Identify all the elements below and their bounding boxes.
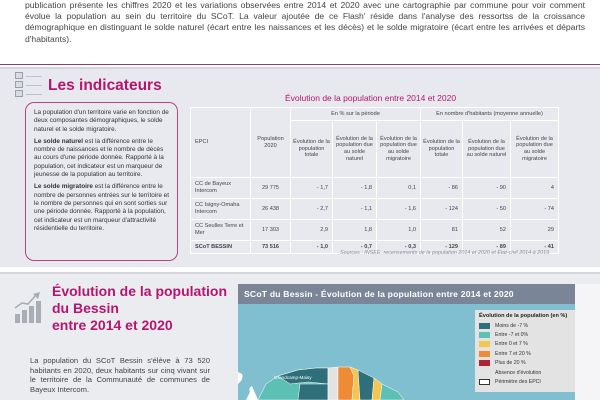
legend-label: Plus de 20 % [495,360,526,367]
table-row [191,178,559,199]
legend-swatch [479,351,490,357]
indicators-title: Les indicateurs [48,77,162,94]
evolution-title-line-3: entre 2014 et 2020 [52,317,173,333]
table-title: Évolution de la population entre 2014 et 2020 [285,93,457,103]
epci-name: CC de Bayeux Intercom [191,178,251,199]
growth-chart-icon [14,290,44,324]
header-pct-total: Évolution de la population totale [291,121,333,178]
legend-item [479,359,571,368]
abs-migration-value: - 74 [511,199,559,220]
legend-swatch [479,341,490,347]
population-value: 17 303 [251,220,291,241]
pct-migration-value: 0,1 [377,178,421,199]
migration-balance-text: est la différence entre le nombre de personnes entrées sur le territoire et le nombre de personnes qui en sont sorties sur une période donnée. Rapporté à la population, cet indicateur est un marqueur d'attractivité résidentielle du territoire. [34,183,169,232]
evolution-text: La population du SCoT Bessin s'élève à 73 520 habitants en 2020, deux habitants sur cinq vivant sur le territoire de la Communauté de communes de Bayeux Intercom. [30,356,210,394]
legend-label: Périmètre des EPCI [495,379,541,386]
definitions-box [25,102,178,261]
pct-total-value: - 2,7 [291,199,333,220]
intro-text: publication présente les chiffres 2020 et les variations observées entre 2014 et 2020 avec une cartographie par commune pour voir comment évolue la population au sein du territoire du SCoT. La valeur ajoutée de ce Flash' réside dans l'analyse des ressortss de la croissance démographique en distinguant le solde naturel (écart entre les naissances et les décès) et le solde migratoire (écart entre les arrivées et départs d'habitants). [25,0,585,44]
legend-label: Entre -7 et 0% [495,332,529,339]
header-abs-migration: Évolution de la population due au solde migratoire [511,121,559,178]
pct-migration-value: 1,0 [377,220,421,241]
header-epci: EPCI [191,108,251,178]
migration-balance-label: Le solde migratoire [34,183,93,191]
legend-swatch-outline [479,379,490,385]
natural-balance-text: est la différence entre le nombre de naissances et le nombre de décès au cours d'une période donnée. Rapporté à la population, cet indicateur est un marqueur de jeunesse de la population au territoire. [34,137,164,179]
epci-name: CC Seulles Terre et Mer [191,220,251,241]
decorative-line [26,94,42,95]
pct-natural-value: - 1,1 [333,199,377,220]
decorative-line [26,76,42,77]
legend-swatch [479,370,490,376]
population-value: 29 775 [251,178,291,199]
natural-balance-label: Le solde naturel [34,137,84,145]
pct-migration-value: - 0,3 [377,241,421,254]
legend-label: Absence d'évolution [495,369,542,376]
legend-item [479,330,571,339]
map-legend [475,310,575,392]
decorative-line [26,85,42,86]
abs-total-value: 81 [421,220,463,241]
legend-label: Moins de -7 % [495,322,529,329]
evolution-title-line-2: du Bessin [52,300,119,316]
legend-item [479,349,571,358]
map-title: SCoT du Bessin - Évolution de la population entre 2014 et 2020 [238,284,575,304]
evolution-title [52,283,227,334]
natural-balance-definition [34,138,171,179]
document-icon [15,90,23,97]
legend-label: Entre 0 et 7 % [495,341,528,348]
legend-item [479,377,571,386]
abs-migration-value: - 41 [511,241,559,254]
abs-natural-value: 52 [463,220,511,241]
pct-migration-value: - 1,6 [377,199,421,220]
abs-natural-value: - 50 [463,199,511,220]
legend-swatch [479,332,490,338]
population-value: 26 438 [251,199,291,220]
legend-label: Entre 7 et 20 % [495,350,531,357]
pct-total-value: 2,9 [291,220,333,241]
population-map [238,284,575,400]
legend-item [479,368,571,377]
header-abs-total: Évolution de la population totale [421,121,463,178]
table-sources: Sources : INSEE, recensements de la population 2014 et 2020 et État-civil 2014 à 2019 [340,250,550,256]
migration-balance-definition [34,183,171,233]
pct-natural-value: 1,8 [333,220,377,241]
pct-natural-value: - 0,7 [333,241,377,254]
header-pct-migration: Évolution de la population due au solde migratoire [377,121,421,178]
abs-total-value: - 124 [421,199,463,220]
header-pct-natural: Évolution de la population due au solde naturel [333,121,377,178]
intro-paragraph [25,0,585,45]
abs-migration-value: 4 [511,178,559,199]
table-row [191,199,559,220]
header-group-percent: En % sur la période [291,108,421,121]
document-icon [15,72,23,79]
table-header-row [191,108,559,121]
abs-total-value: - 86 [421,178,463,199]
legend-item [479,321,571,330]
table-row [191,220,559,241]
population-table [190,107,559,254]
abs-migration-value: 29 [511,220,559,241]
header-population-2020: Population 2020 [251,108,291,178]
pct-total-value: - 1,7 [291,178,333,199]
header-abs-natural: Évolution de la population due au solde naturel [463,121,511,178]
legend-title: Évolution de la population (en %) [479,313,568,319]
header-group-absolute: En nombre d'habitants (moyenne annuelle) [421,108,559,121]
pct-natural-value: - 1,8 [333,178,377,199]
evolution-title-line-1: Évolution de la population [52,283,227,299]
document-icon [15,81,23,88]
map-place-label: Grandcamp-Maisy [274,375,312,380]
page-margin [575,284,600,400]
legend-item [479,340,571,349]
abs-natural-value: - 89 [463,241,511,254]
pct-total-value: - 1,0 [291,241,333,254]
abs-total-value: - 129 [421,241,463,254]
epci-name: CC Isigny-Omaha Intercom [191,199,251,220]
abs-natural-value: - 90 [463,178,511,199]
section-divider [0,64,600,65]
definitions-intro: La population d'un territoire varie en fonction de deux composantes démographiques, le solde naturel et le solde migratoire. [34,109,169,133]
population-value: 73 516 [251,241,291,254]
legend-swatch [479,323,490,329]
legend-swatch [479,360,490,366]
epci-name: SCoT BESSIN [191,241,251,254]
